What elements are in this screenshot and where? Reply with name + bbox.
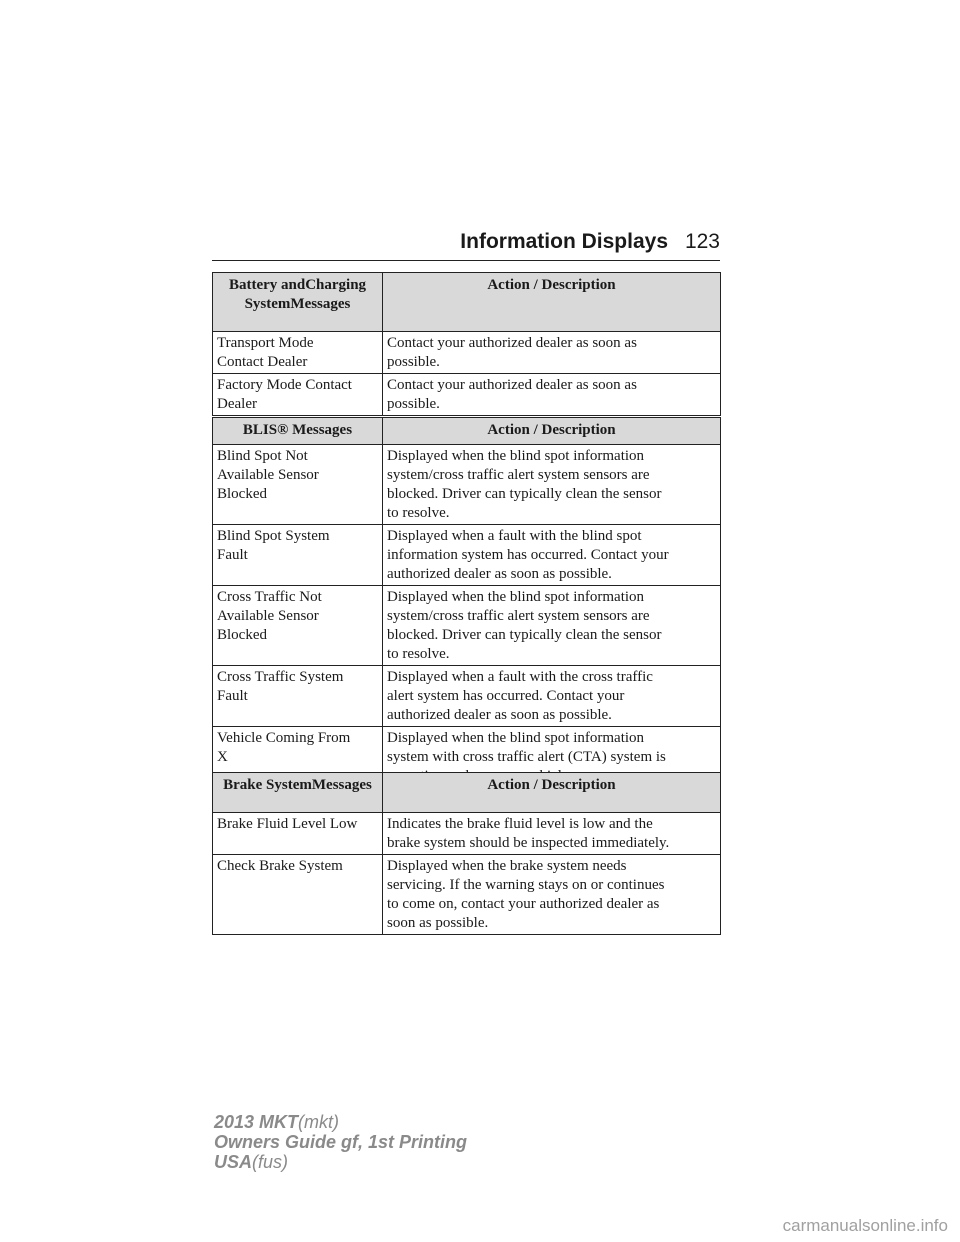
- column-header: Battery andCharging SystemMessages: [213, 273, 383, 332]
- model-code: (mkt): [298, 1112, 340, 1132]
- region-name: USA: [214, 1152, 253, 1172]
- column-header: Brake SystemMessages: [213, 773, 383, 813]
- description-cell: Displayed when the brake system needs servicing. If the warning stays on or continues to come on, contact your authorized dealer as soon as possible.: [383, 855, 721, 935]
- message-cell: Factory Mode Contact Dealer: [213, 374, 383, 416]
- description-cell: Displayed when a fault with the blind spot information system has occurred. Contact your authorized dealer as soon as possible.: [383, 525, 721, 586]
- brake-system-table: [212, 772, 721, 935]
- footer-line-model: [214, 1112, 467, 1132]
- table-row: [213, 445, 721, 525]
- description-cell: Contact your authorized dealer as soon as possible.: [383, 332, 721, 374]
- table-row: [213, 586, 721, 666]
- blis-messages-table: [212, 417, 721, 788]
- battery-charging-table: [212, 272, 721, 416]
- message-cell: Check Brake System: [213, 855, 383, 935]
- table-header-row: [213, 773, 721, 813]
- table-row: [213, 525, 721, 586]
- print-footer: [214, 1112, 467, 1172]
- region-code: (fus): [252, 1152, 289, 1172]
- table-header-row: [213, 273, 721, 332]
- message-cell: Brake Fluid Level Low: [213, 813, 383, 855]
- description-cell: Displayed when the blind spot information system/cross traffic alert system sensors are blocked. Driver can typically clean the sensor to resolve.: [383, 445, 721, 525]
- description-cell: Displayed when the blind spot information system with cross traffic alert (CTA) system is: [383, 727, 721, 788]
- table-row: [213, 332, 721, 374]
- description-cell: Displayed when the blind spot information system/cross traffic alert system sensors are blocked. Driver can typically clean the sensor to resolve.: [383, 586, 721, 666]
- watermark: carmanualsonline.info: [782, 1216, 948, 1235]
- page-header: [212, 228, 720, 261]
- table-row: [213, 813, 721, 855]
- model-name: 2013 MKT: [214, 1112, 299, 1132]
- guide-name: Owners Guide gf, 1st Printing: [214, 1132, 468, 1152]
- section-title: Information Displays: [460, 230, 668, 253]
- table-header-row: [213, 418, 721, 445]
- column-header: Action / Description: [383, 418, 721, 445]
- description-cell: Contact your authorized dealer as soon as possible.: [383, 374, 721, 416]
- column-header: Action / Description: [383, 773, 721, 813]
- column-header: Action / Description: [383, 273, 721, 332]
- page-number: 123: [684, 230, 720, 253]
- table-row: [213, 374, 721, 416]
- message-cell: Blind Spot Not Available Sensor Blocked: [213, 445, 383, 525]
- message-cell: Vehicle Coming From X: [213, 727, 383, 788]
- column-header: BLIS® Messages: [213, 418, 383, 445]
- message-cell: Cross Traffic System Fault: [213, 666, 383, 727]
- message-cell: Cross Traffic Not Available Sensor Blocked: [213, 586, 383, 666]
- message-cell: Blind Spot System Fault: [213, 525, 383, 586]
- message-cell: Transport Mode Contact Dealer: [213, 332, 383, 374]
- description-cell: Indicates the brake fluid level is low and the brake system should be inspected immediately.: [383, 813, 721, 855]
- footer-line-region: [214, 1152, 467, 1172]
- footer-line-guide: [214, 1132, 467, 1152]
- table-row: [213, 666, 721, 727]
- description-cell: Displayed when a fault with the cross traffic alert system has occurred. Contact your authorized dealer as soon as possible.: [383, 666, 721, 727]
- table-row: [213, 855, 721, 935]
